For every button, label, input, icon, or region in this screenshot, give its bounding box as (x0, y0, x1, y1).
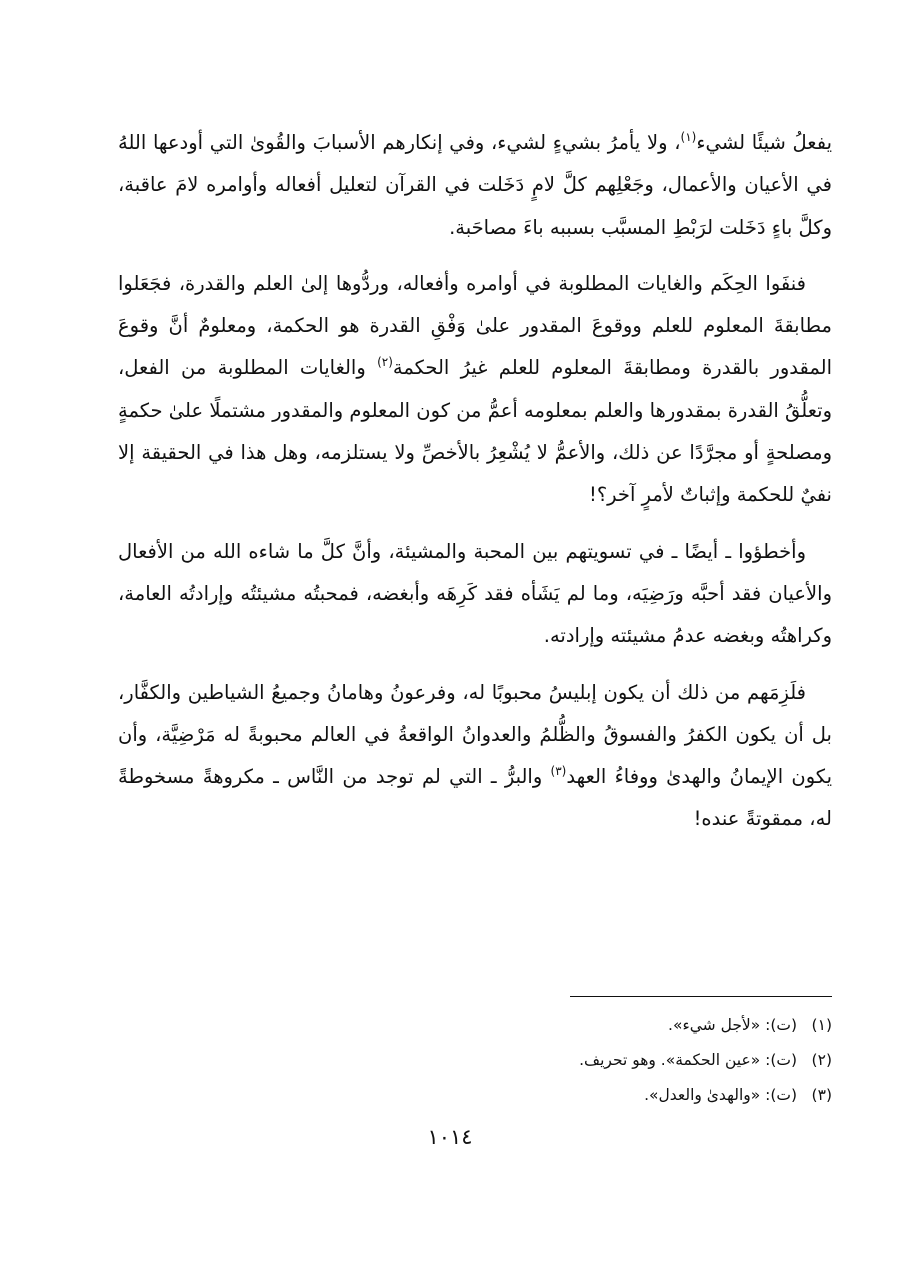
paragraph-1-part-2: ، ولا يأمرُ بشيءٍ لشيء، وفي إنكارهم الأسبابَ والقُوىٰ التي أودعها اللهُ في الأعيان والأعمال، وجَعْلِهم كلَّ لامٍ دَخَلت في القرآن لتعليل أفعاله وأوامره لامَ عاقبة، وكلَّ باءٍ دَخَلت لرَبْطِ المسبَّب بسببه باءَ مصاحَبة. (118, 131, 832, 239)
footnote-2-number: (٢) (811, 1051, 832, 1069)
paragraph-1-part-1: يفعلُ شيئًا لشيء (696, 131, 832, 154)
footnote-3-text: (ت): «والهدىٰ والعدل». (644, 1086, 798, 1104)
footnote-ref-2: (٢) (377, 355, 393, 370)
page-number: ١٠١٤ (427, 1125, 473, 1149)
paragraph-4 (118, 672, 832, 841)
footnote-1-number: (١) (811, 1016, 832, 1034)
footnote-2 (232, 1043, 832, 1078)
footnote-1 (232, 1008, 832, 1043)
paragraph-1 (118, 122, 832, 249)
paragraph-4-part-2: والبرُّ ـ التي لم توجد من النَّاس ـ مكروهةً مسخوطةً له، ممقوتةً عنده! (118, 765, 832, 831)
main-text (118, 122, 832, 841)
footnote-3 (232, 1078, 832, 1113)
paragraph-2-part-1: فنفَوا الحِكَم والغايات المطلوبة في أوامره وأفعاله، وردُّوها إلىٰ العلم والقدرة، فجَعَلوا مطابقةَ المعلوم للعلم ووقوعَ المقدور علىٰ وَفْقِ القدرة هو الحكمة، ومعلومٌ أنَّ وقوعَ المقدور بالقدرة ومطابقةَ المعلوم للعلم غيرُ الحكمة (118, 271, 832, 380)
paragraph-3-part-1: وأخطؤوا ـ أيضًا ـ في تسويتهم بين المحبة والمشيئة، وأنَّ كلَّ ما شاءه الله من الأفعال والأعيان فقد أحبَّه ورَضِيَه، وما لم يَشَأه فقد كَرِهَه وأبغضه، فمحبتُه مشيئتُه وإرادتُه العامة، وكراهتُه وبغضه عدمُ مشيئته وإرادته. (118, 539, 832, 648)
footnote-2-text: (ت): «عين الحكمة». وهو تحريف. (579, 1051, 798, 1069)
footnote-separator (570, 996, 832, 997)
footnote-3-number: (٣) (811, 1086, 832, 1104)
paragraph-2 (118, 263, 832, 517)
paragraph-3 (118, 531, 832, 658)
paragraph-2-part-2: والغايات المطلوبة من الفعل، وتعلُّقُ القدرة بمقدورها والعلم بمعلومه أعمُّ من كون المعلوم والمقدور مشتملًا علىٰ حكمةٍ ومصلحةٍ أو مجرَّدًا عن ذلك، والأعمُّ لا يُشْعِرُ بالأخصِّ ولا يستلزمه، وهل هذا في الحقيقة إلا نفيٌ للحكمة وإثباتٌ لأمرٍ آخر؟! (118, 356, 832, 507)
footnote-1-text: (ت): «لأجل شيء». (668, 1016, 798, 1034)
footnotes (232, 1008, 832, 1113)
footnote-ref-1: (١) (680, 130, 697, 144)
footnote-ref-3: (٣) (550, 764, 567, 779)
paragraph-4-part-1: فلَزِمَهم من ذلك أن يكون إبليسُ محبوبًا له، وفرعونُ وهامانُ وجميعُ الشياطين والكفَّار، بل أن يكون الكفرُ والفسوقُ والظُّلمُ والعدوانُ الواقعةُ في العالم محبوبةً له مَرْضِيَّة، وأن يكون الإيمانُ والهدىٰ ووفاءُ العهد (118, 680, 833, 789)
